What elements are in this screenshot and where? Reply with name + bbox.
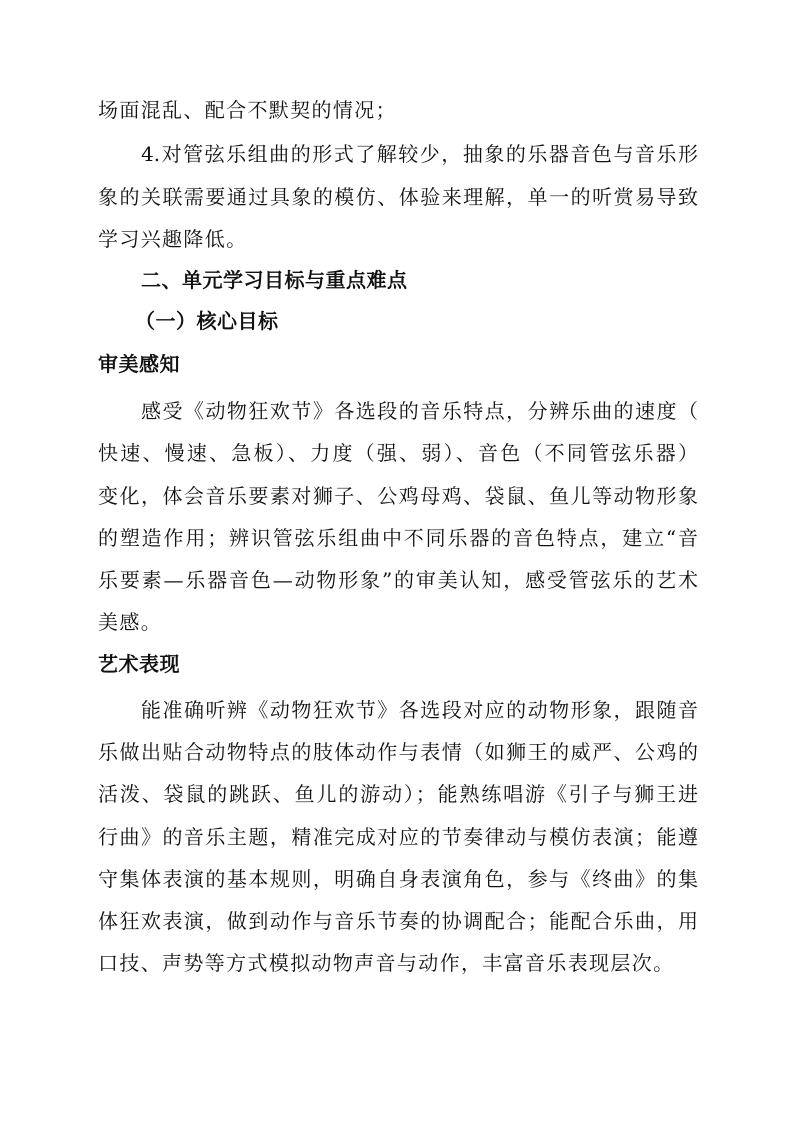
art-line-1: 能准确听辨《动物狂欢节》各选段对应的动物形象，跟随音 [141,698,698,722]
continuation-line: 场面混乱、配合不默契的情况； [98,98,397,122]
art-line-6: 体狂欢表演，做到动作与音乐节奏的协调配合；能配合乐曲，用 [98,909,698,933]
aesthetic-line-5: 乐要素—乐器音色—动物形象”的审美认知，感受管弦乐的艺术 [98,568,698,592]
item-4-line-2: 象的关联需要通过具象的模仿、体验来理解，单一的听赏易导致 [98,185,698,209]
aesthetic-line-6: 美感。 [98,610,163,634]
art-line-3: 活泼、袋鼠的跳跃、鱼儿的游动）；能熟练唱游《引子与狮王进 [98,782,698,806]
aesthetic-line-4: 的塑造作用；辨识管弦乐组曲中不同乐器的音色特点，建立“音 [98,526,698,550]
art-line-4: 行曲》的音乐主题，精准完成对应的节奏律动与模仿表演；能遵 [98,825,698,849]
aesthetic-line-3: 变化，体会音乐要素对狮子、公鸡母鸡、袋鼠、鱼儿等动物形象 [98,484,698,508]
aesthetic-line-1: 感受《动物狂欢节》各选段的音乐特点，分辨乐曲的速度（ [141,399,698,423]
item-4-line-3: 学习兴趣降低。 [98,227,248,251]
art-heading: 艺术表现 [98,652,180,676]
subsection-heading: （一）核心目标 [135,309,279,333]
item-4-line-1: 4.对管弦乐组曲的形式了解较少，抽象的乐器音色与音乐形 [141,142,698,166]
art-line-2: 乐做出贴合动物特点的肢体动作与表情（如狮王的威严、公鸡的 [98,740,698,764]
section-heading: 二、单元学习目标与重点难点 [141,268,408,292]
art-line-7: 口技、声势等方式模拟动物声音与动作，丰富音乐表现层次。 [98,951,675,975]
aesthetic-line-2: 快速、慢速、急板）、力度（强、弱）、音色（不同管弦乐器） [98,441,698,465]
aesthetic-heading: 审美感知 [98,352,180,376]
art-line-5: 守集体表演的基本规则，明确自身表演角色，参与《终曲》的集 [98,867,698,891]
